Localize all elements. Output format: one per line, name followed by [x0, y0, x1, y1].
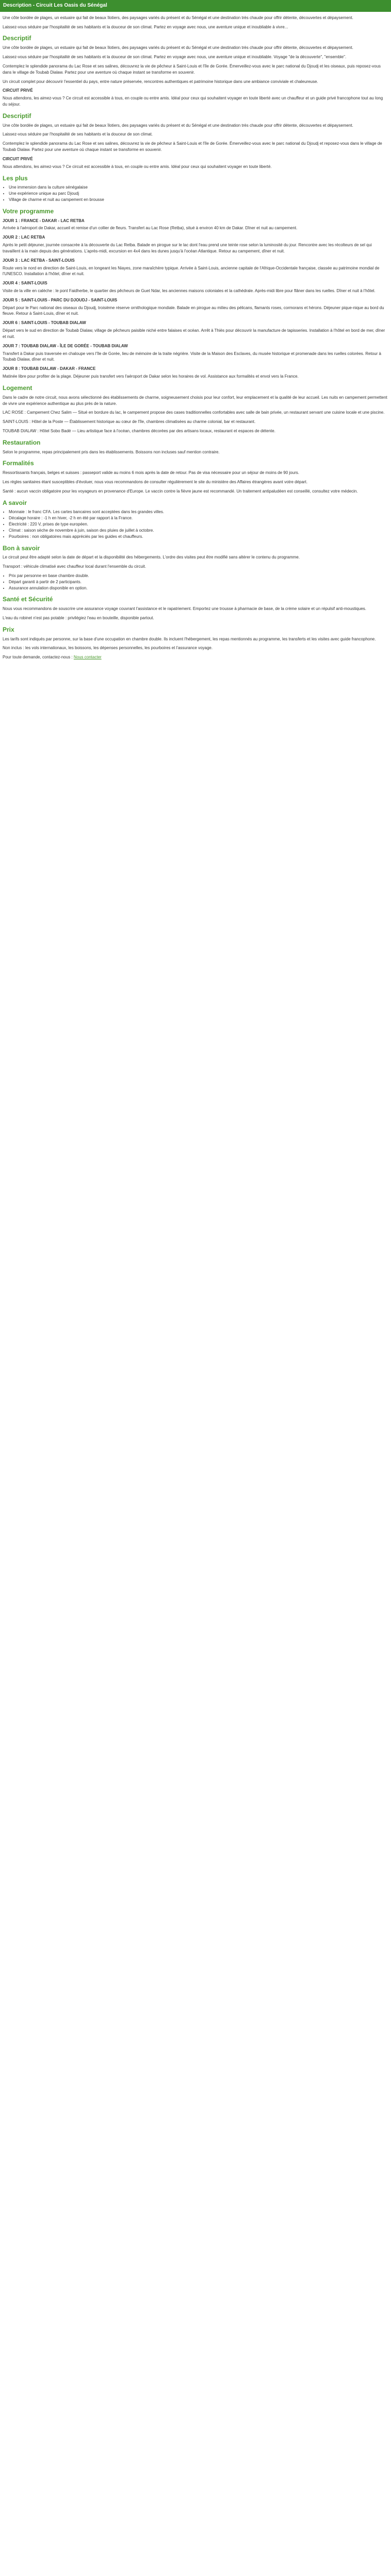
- section-title-prix: Prix: [3, 625, 14, 633]
- day-heading: JOUR 7 : TOUBAB DIALAW - ÎLE DE GORÉE - TOUBAB DIALAW: [3, 343, 128, 348]
- logement-paragraph: SAINT-LOUIS : Hôtel de la Poste — Établissement historique au cœur de l'île, chambres climatisées au charme colonial, bar et restaurant.: [3, 419, 256, 425]
- bon-a-savoir-list: [3, 573, 388, 591]
- contact-link[interactable]: Nous contacter: [73, 655, 102, 660]
- list-item: • Décalage horaire : -1 h en hiver, -2 h en été par rapport à la France.: [9, 515, 388, 521]
- bon-a-savoir-paragraph: Transport : véhicule climatisé avec chauffeur local durant l'ensemble du circuit.: [3, 564, 146, 569]
- section-title-programme: Votre programme: [3, 207, 54, 215]
- day-heading: JOUR 3 : LAC RETBA - SAINT-LOUIS: [3, 258, 75, 263]
- section-title-formalites: Formalités: [3, 460, 34, 467]
- formalites-paragraph: Les règles sanitaires étant susceptibles d'évoluer, nous vous recommandons de consulter régulièrement le site du ministère des Affaires étrangères avant votre départ.: [3, 479, 308, 484]
- les-plus-list: [3, 184, 388, 202]
- list-item: • Prix par personne en base chambre double.: [9, 573, 388, 579]
- section-title-descriptif-2: Descriptif: [3, 112, 31, 120]
- day-heading: JOUR 5 : SAINT-LOUIS - PARC DU DJOUDJ - SAINT-LOUIS: [3, 297, 118, 302]
- day-heading: JOUR 1 : FRANCE - DAKAR - LAC RETBA: [3, 218, 85, 223]
- descriptif-paragraph: Contemplez le splendide panorama du Lac Rose et ses salines, découvrez la vie de pêcheur à Saint-Louis et l'île de Gorée. Émerveillez-vous avec le parc national du Djoudj et les oiseaux, puis reposez-vous dans le village de Toubab Dialaw. Partez pour une aventure où chaque instant se transforme en souvenir.: [3, 63, 381, 75]
- day-heading: JOUR 8 : TOUBAB DIALAW - DAKAR - FRANCE: [3, 366, 96, 371]
- sante-paragraph: Nous vous recommandons de souscrire une assurance voyage couvrant l'assistance et le rapatriement. Emportez une trousse à pharmacie de base, de la crème solaire et un répulsif anti-moustiques.: [3, 606, 367, 612]
- day-text: Départ vers le sud en direction de Toubab Dialaw, village de pêcheurs paisible niché entre falaises et océan. Arrêt à Thiès pour découvrir la manufacture de tapisseries. Installation à l'hôtel en bord de mer, dîner et nuit.: [3, 328, 385, 339]
- formalites-paragraph: Santé : aucun vaccin obligatoire pour les voyageurs en provenance d'Europe. Le vaccin contre la fièvre jaune est recommandé. Un traitement antipaludéen est conseillé, consultez votre médecin.: [3, 488, 358, 494]
- list-item: • Pourboires : non obligatoires mais appréciés par les guides et chauffeurs.: [9, 534, 388, 540]
- bon-a-savoir-paragraph: Le circuit peut être adapté selon la date de départ et la disponibilité des hébergements. L'ordre des visites peut être modifié sans altérer le contenu du programme.: [3, 555, 300, 560]
- prix-paragraph: Les tarifs sont indiqués par personne, sur la base d'une occupation en chambre double. Ils incluent l'hébergement, les repas mentionnés au programme, les transferts et les visites avec guide francophone.: [3, 636, 376, 641]
- logement-paragraph: LAC ROSE : Campement Chez Salim — Situé en bordure du lac, le campement propose des cases traditionnelles confortables avec salle de bain privée, un restaurant servant une cuisine locale et une piscine.: [3, 410, 385, 415]
- list-item: • Assurance annulation disponible en option.: [9, 585, 388, 591]
- day-text: Après le petit déjeuner, journée consacrée à la découverte du Lac Retba. Balade en pirogue sur le lac dont l'eau prend une teinte rose selon la luminosité du jour. Rencontre avec les récolteurs de sel qui travaillent à la main depuis des générations. L'après-midi, excursion en 4x4 dans les dunes jusqu'à l'océan Atlantique. Retour au campement, dîner et nuit.: [3, 243, 372, 253]
- list-item: • Départ garanti à partir de 2 participants.: [9, 579, 388, 585]
- list-item: • Village de charme et nuit au campement en brousse: [9, 197, 388, 203]
- descriptif2-paragraph: Laissez-vous séduire par l'hospitalité de ses habitants et la douceur de son climat.: [3, 132, 153, 137]
- day-heading: JOUR 2 : LAC RETBA: [3, 235, 45, 240]
- section-title-sante: Santé et Sécurité: [3, 596, 53, 603]
- day-heading: JOUR 4 : SAINT-LOUIS: [3, 281, 47, 286]
- descriptif-subtitle: CIRCUIT PRIVÉ: [3, 88, 33, 93]
- restauration-text: Selon le programme, repas principalement pris dans les établissements. Boissons non incluses sauf mention contraire.: [3, 449, 220, 454]
- contact-label: Pour toute demande, contactez-nous :: [3, 655, 73, 660]
- day-heading: JOUR 6 : SAINT-LOUIS - TOUBAB DIALAW: [3, 320, 86, 326]
- section-title-a-savoir: A savoir: [3, 499, 27, 506]
- prix-paragraph: Non inclus : les vols internationaux, les boissons, les dépenses personnelles, les pourboires et l'assurance voyage.: [3, 646, 213, 651]
- day-text: Matinée libre pour profiter de la plage. Déjeuner puis transfert vers l'aéroport de Dakar selon les horaires de vol. Assistance aux formalités et envol vers la France.: [3, 374, 299, 379]
- day-text: Route vers le nord en direction de Saint-Louis, en longeant les Niayes, zone maraîchère typique. Arrivée à Saint-Louis, ancienne capitale de l'Afrique-Occidentale française, classée au patrimoine mondial de l'UNESCO. Installation à l'hôtel, dîner et nuit.: [3, 265, 380, 277]
- descriptif2-paragraph: Contemplez le splendide panorama du Lac Rose et ses salines, découvrez la vie de pêcheur à Saint-Louis et l'île de Gorée. Émerveillez-vous avec le parc national du Djoudj et reposez-vous dans le village de Toubab Dialaw. Partez pour une aventure où chaque instant se transforme en souvenir.: [3, 141, 382, 152]
- descriptif-paragraph: Laissez-vous séduire par l'hospitalité de ses habitants et la douceur de son climat. Partez en voyage avec nous, une aventure unique et inoubliable. Voyage "de la découverte", "ensemble".: [3, 55, 347, 60]
- section-title-les-plus: Les plus: [3, 174, 28, 182]
- descriptif-paragraph: Un circuit complet pour découvrir l'essentiel du pays, entre nature préservée, rencontres authentiques et patrimoine historique dans une ambiance conviviale et chaleureuse.: [3, 79, 318, 84]
- day-text: Transfert à Dakar puis traversée en chaloupe vers l'île de Gorée, lieu de mémoire de la traite négrière. Visite de la Maison des Esclaves, du musée historique et promenade dans les ruelles colorées. Retour à Toubab Dialaw, dîner et nuit.: [3, 351, 381, 362]
- logement-paragraph: TOUBAB DIALAW : Hôtel Sobo Badé — Lieu artistique face à l'océan, chambres décorées par des artisans locaux, restaurant et espaces de détente.: [3, 428, 275, 433]
- description-content: [0, 15, 391, 669]
- descriptif2-subtitle: CIRCUIT PRIVÉ: [3, 156, 33, 161]
- descriptif2-pratique: Nous attendons, les aimez-vous ? Ce circuit est accessible à tous, en couple ou entre amis. Idéal pour ceux qui souhaitent voyager en toute liberté.: [3, 164, 272, 169]
- descriptif-paragraph: Une côte bordée de plages, un estuaire qui fait de beaux îlotiers, des paysages variés du présent et du Sénégal et une destination très chaude pour offrir détente, découvertes et dépaysement.: [3, 45, 353, 50]
- day-text: Arrivée à l'aéroport de Dakar, accueil et remise d'un collier de fleurs. Transfert au Lac Rose (Retba), situé à environ 40 km de Dakar. Dîner et nuit au campement.: [3, 226, 298, 231]
- section-title-descriptif: Descriptif: [3, 35, 31, 42]
- descriptif-pratique: Nous attendons, les aimez-vous ? Ce circuit est accessible à tous, en couple ou entre amis. Idéal pour ceux qui souhaitent voyager en toute liberté avec un chauffeur et un guide privé francophone tout au long du séjour.: [3, 96, 383, 107]
- section-title-logement: Logement: [3, 384, 32, 392]
- list-item: • Monnaie : le franc CFA. Les cartes bancaires sont acceptées dans les grandes villes.: [9, 509, 388, 515]
- section-title-bon-a-savoir: Bon à savoir: [3, 544, 40, 552]
- list-item: • Une immersion dans la culture sénégalaise: [9, 184, 388, 191]
- page-title: Description - Circuit Les Oasis du Sénégal: [3, 3, 107, 8]
- intro-paragraph: Une côte bordée de plages, un estuaire qui fait de beaux îlotiers, des paysages variés du présent et du Sénégal et une destination très chaude pour offrir détente, découvertes et dépaysement.: [3, 15, 353, 20]
- section-title-restauration: Restauration: [3, 438, 41, 446]
- contact-line: [3, 654, 388, 660]
- a-savoir-list: [3, 509, 388, 539]
- list-item: • Climat : saison sèche de novembre à juin, saison des pluies de juillet à octobre.: [9, 528, 388, 534]
- list-item: • Électricité : 220 V, prises de type européen.: [9, 521, 388, 528]
- day-text: Visite de la ville en calèche : le pont Faidherbe, le quartier des pêcheurs de Guet Ndar, les anciennes maisons coloniales et la cathédrale. Après-midi libre pour flâner dans les ruelles. Dîner et nuit à l'hôtel.: [3, 288, 376, 293]
- intro-paragraph: Laissez-vous séduire par l'hospitalité de ses habitants et la douceur de son climat. Partez en voyage avec nous, une aventure unique et inoubliable à vivre...: [3, 24, 288, 29]
- list-item: • Une expérience unique au parc Djoudj: [9, 191, 388, 197]
- sante-paragraph: L'eau du robinet n'est pas potable : privilégiez l'eau en bouteille, disponible partout.: [3, 615, 154, 620]
- formalites-paragraph: Ressortissants français, belges et suisses : passeport valide au moins 6 mois après la date de retour. Pas de visa nécessaire pour un séjour de moins de 90 jours.: [3, 470, 299, 476]
- page: [0, 0, 391, 669]
- descriptif2-paragraph: Une côte bordée de plages, un estuaire qui fait de beaux îlotiers, des paysages variés du présent et du Sénégal et une destination très chaude pour offrir détente, découvertes et dépaysement.: [3, 123, 353, 128]
- page-banner: [0, 0, 391, 12]
- logement-paragraph: Dans le cadre de notre circuit, nous avons sélectionné des établissements de charme, soigneusement choisis pour leur confort, leur emplacement et la qualité de leur accueil. Les nuits en campement permettent de vivre une expérience authentique au plus près de la nature.: [3, 395, 387, 406]
- day-text: Départ pour le Parc national des oiseaux du Djoudj, troisième réserve ornithologique mondiale. Balade en pirogue au milieu des pélicans, flamants roses, cormorans et hérons. Déjeuner pique-nique au bord du fleuve. Retour à Saint-Louis, dîner et nuit.: [3, 305, 384, 316]
